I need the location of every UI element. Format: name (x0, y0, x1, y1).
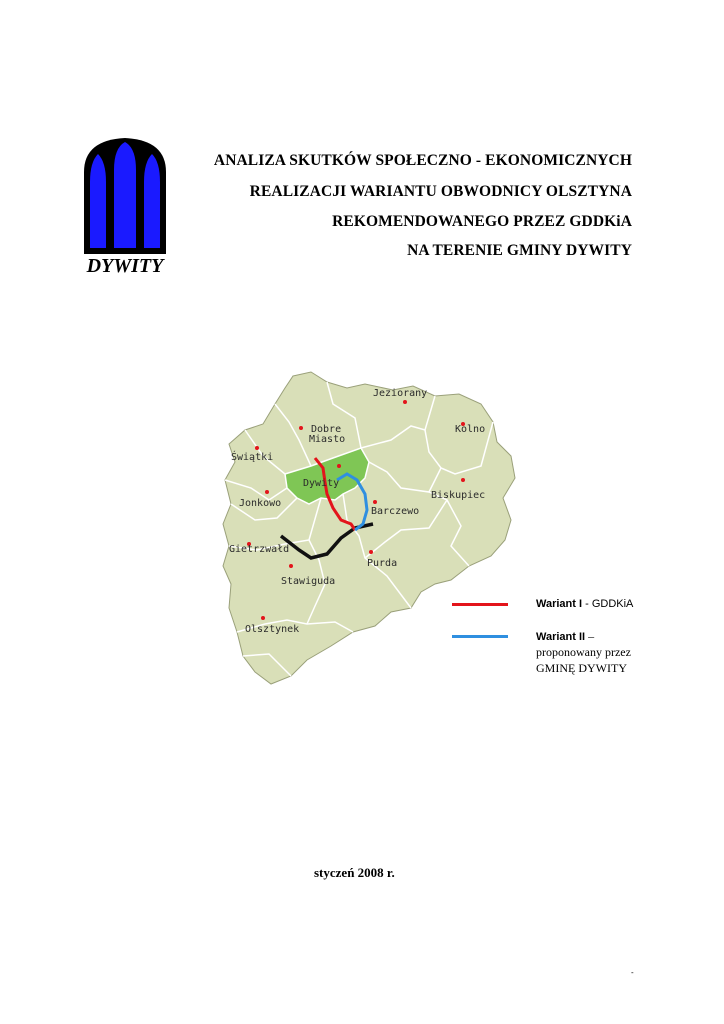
title-line-1: ANALIZA SKUTKÓW SPOŁECZNO - EKONOMICZNYCH (213, 152, 632, 169)
title-line-2: REALIZACJI WARIANTU OBWODNICY OLSZTYNA (249, 183, 632, 200)
town-label-jeziorany: Jeziorany (373, 388, 428, 399)
town-label-dobre-miasto-1: Dobre (311, 424, 342, 435)
logo-wordmark: DYWITY (86, 255, 164, 276)
legend-variant-1 (536, 596, 633, 612)
town-label-olsztynek: Olsztynek (245, 624, 300, 635)
town-label-purda: Purda (367, 558, 398, 569)
legend-variant-2-line2: proponowany przez (536, 645, 631, 659)
town-label-swiatki: Świątki (231, 452, 274, 463)
title-line-4: NA TERENIE GMINY DYWITY (407, 242, 632, 259)
legend-variant-1-line (452, 603, 508, 606)
legend-variant-1-bold: Wariant I (536, 598, 583, 610)
town-label-dobre-miasto-2: Miasto (309, 434, 346, 445)
dywity-logo (80, 136, 170, 276)
legend-variant-2-line3: GMINĘ DYWITY (536, 661, 627, 675)
legend-variant-2 (536, 628, 594, 645)
town-label-jonkowo: Jonkowo (239, 498, 282, 509)
title-line-3: REKOMENDOWANEGO PRZEZ GDDKiA (332, 213, 632, 230)
town-label-barczewo: Barczewo (371, 506, 420, 517)
town-label-stawiguda: Stawiguda (281, 576, 336, 587)
town-label-dywity: Dywity (303, 478, 340, 489)
town-label-gietrzwald: Gietrzwałd (229, 544, 290, 555)
legend-variant-2-bold: Wariant II (536, 631, 586, 643)
town-label-biskupiec: Biskupiec (431, 490, 486, 501)
legend-variant-1-rest: - GDDKiA (582, 598, 634, 610)
document-date: styczeń 2008 r. (314, 865, 395, 880)
town-label-kolno: Kolno (455, 424, 486, 435)
legend-variant-2-rest: – (585, 629, 595, 643)
region-map (215, 370, 525, 690)
footer-mark: - (631, 968, 634, 977)
legend-variant-2-line (452, 635, 508, 638)
